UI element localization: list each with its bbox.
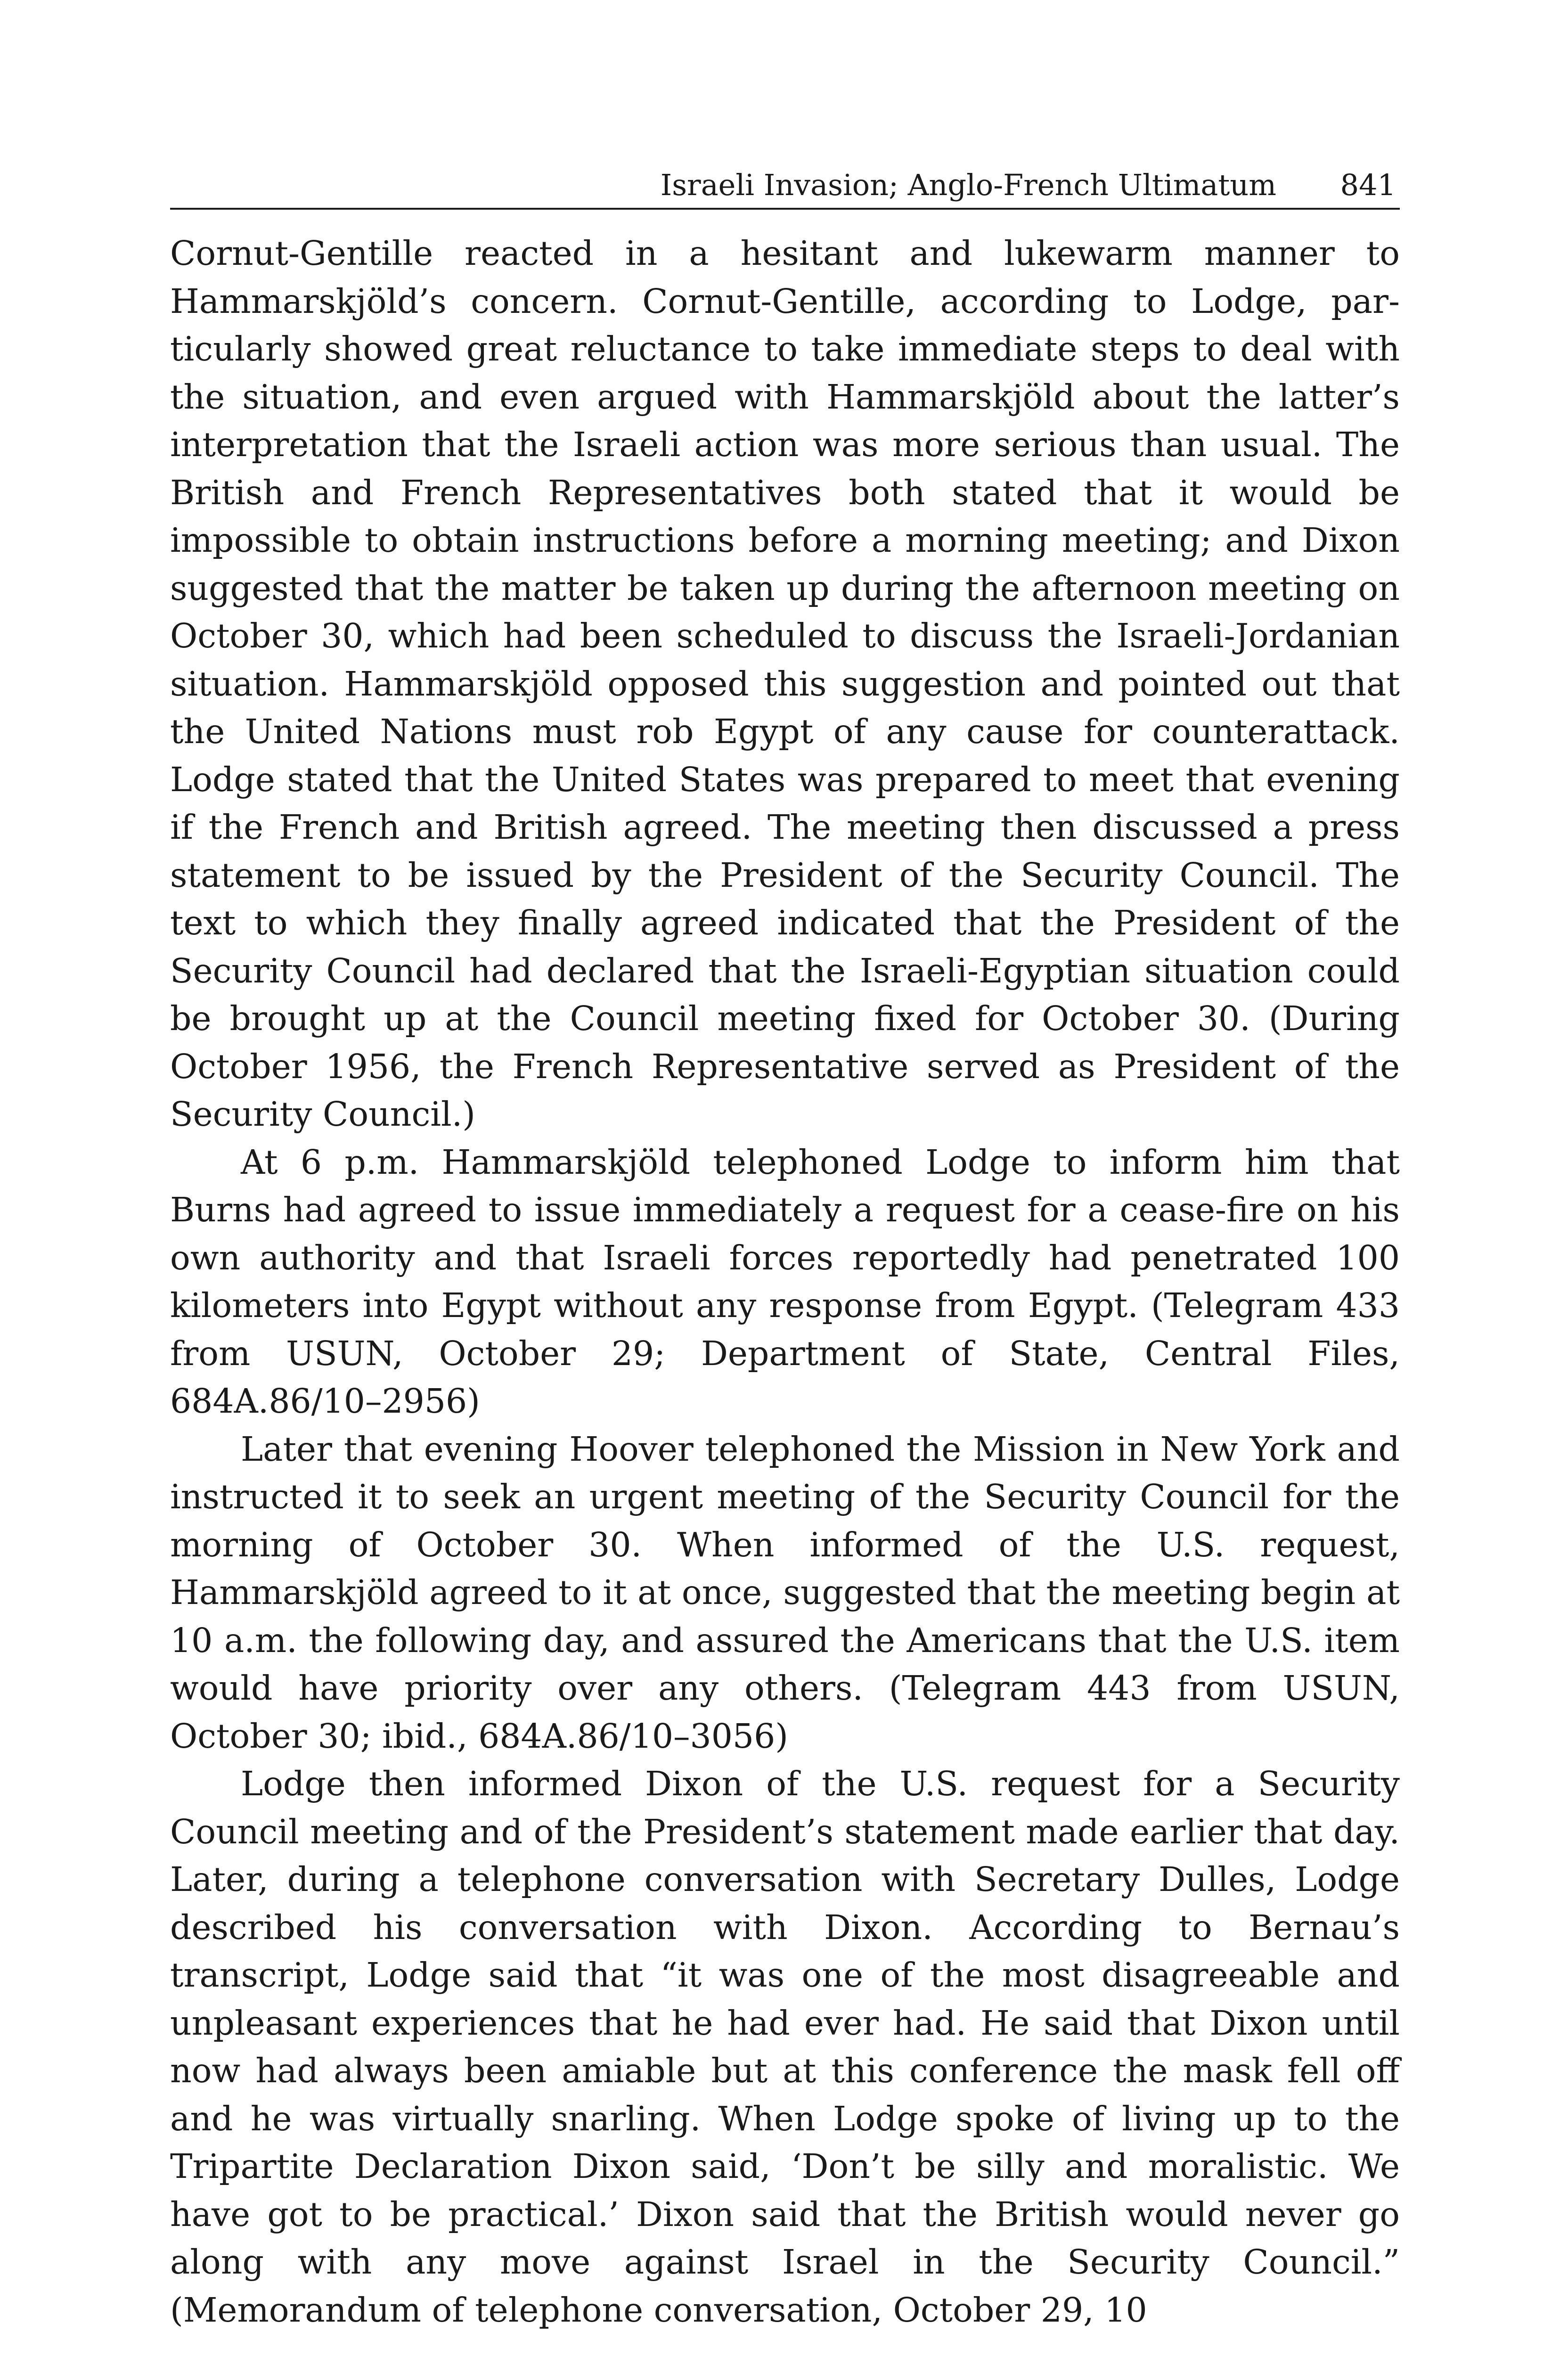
paragraph: Lodge then informed Dixon of the U.S. request for a Security Council meeting and of the President’s statement made earlier that day. Later, during a telephone conversation with Secretary Dulles, Lodge described his conversation with Dixon. According to Bernau’s transcript, Lodge said that “it was one of the most disagreeable and unpleasant experiences that he had ever had. He said that Dixon until now had always been amiable but at this conference the mask fell off and he was virtually snarling. When Lodge spoke of living up to the Tripartite Declaration Dixon said, ‘Don’t be silly and moralistic. We have got to be practical.’ Dixon said that the British would never go along with any move against Israel in the Security Council.” (Memorandum of telephone conversation, October 29, 10 <box>170 1764 1400 2330</box>
running-header <box>170 163 1400 210</box>
running-title: Israeli Invasion; Anglo-French Ultimatum <box>660 168 1276 202</box>
paragraph: At 6 p.m. Hammarskjöld telephoned Lodge to inform him that Burns had agreed to issue immediately a request for a cease-fire on his own authority and that Israeli forces reportedly had penetrated 100 kilometers into Egypt without any response from Egypt. (Telegram 433 from USUN, October 29; Department of State, Central Files, 684A.86/10–2956) <box>170 1142 1400 1421</box>
paragraph: Cornut-Gentille reacted in a hesitant and lukewarm manner to Hammarskjöld’s concern. Cornut-Gentille, according to Lodge, particularly showed great reluctance to take immediate steps to deal with the situation, and even argued with Hammarskjöld about the latter’s interpretation that the Israeli action was more serious than usual. The British and French Representatives both stated that it would be impossible to obtain instructions before a morning meeting; and Dixon suggested that the matter be taken up during the afternoon meeting on October 30, which had been scheduled to discuss the Israeli-Jordanian situation. Hammarskjöld opposed this suggestion and pointed out that the United Nations must rob Egypt of any cause for counterattack. Lodge stated that the United States was prepared to meet that evening if the French and British agreed. The meeting then discussed a press statement to be issued by the President of the Security Council. The text to which they finally agreed indicated that the President of the Security Council had declared that the Israeli-Egyptian situation could be brought up at the Council meeting fixed for October 30. (During October 1956, the French Representative served as President of the Security Council.) <box>170 234 1400 1134</box>
page-number: 841 <box>1340 168 1396 202</box>
paragraph: Later that evening Hoover telephoned the Mission in New York and instructed it to seek an urgent meeting of the Security Council for the morning of October 30. When informed of the U.S. request, Hammarskjöld agreed to it at once, suggested that the meeting begin at 10 a.m. the following day, and assured the Americans that the U.S. item would have priority over any others. (Telegram 443 from USUN, October 30; ibid., 684A.86/10–3056) <box>170 1429 1400 1756</box>
document-page <box>170 163 1400 2334</box>
body-text <box>170 229 1400 2334</box>
